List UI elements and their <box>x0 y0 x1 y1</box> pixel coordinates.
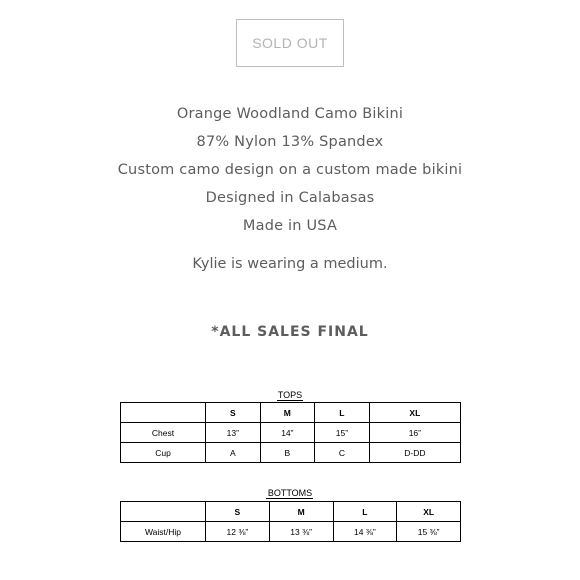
table-cell: 14” <box>260 423 315 443</box>
table-cell: 13” <box>206 423 261 443</box>
size-header: S <box>206 502 270 522</box>
size-header: L <box>333 502 397 522</box>
table-cell: 15 ⅜” <box>397 522 461 542</box>
product-designed-in: Designed in Calabasas <box>205 190 375 206</box>
table-corner-cell <box>121 502 206 522</box>
product-material: 87% Nylon 13% Spandex <box>196 134 384 150</box>
table-cell: 16” <box>369 423 460 443</box>
product-design-note: Custom camo design on a custom made bikini <box>117 162 463 178</box>
tops-size-table <box>120 402 461 463</box>
model-size-note: Kylie is wearing a medium. <box>192 256 388 272</box>
table-cell: C <box>315 443 370 463</box>
size-header: XL <box>397 502 461 522</box>
table-row <box>121 522 461 542</box>
tops-title-text: TOPS <box>277 390 303 400</box>
row-label: Waist/Hip <box>121 522 206 542</box>
size-header: S <box>206 403 261 423</box>
size-header: L <box>315 403 370 423</box>
table-header-row <box>121 403 461 423</box>
table-row <box>121 423 461 443</box>
sold-out-label: SOLD OUT <box>252 35 328 51</box>
size-header: M <box>260 403 315 423</box>
table-cell: 13 ⅜” <box>269 522 333 542</box>
bottoms-size-table <box>120 501 461 542</box>
table-cell: 15” <box>315 423 370 443</box>
bottoms-title-text: BOTTOMS <box>267 488 313 498</box>
size-header: XL <box>369 403 460 423</box>
table-row <box>121 443 461 463</box>
product-made-in: Made in USA <box>242 218 338 234</box>
row-label: Chest <box>121 423 206 443</box>
row-label: Cup <box>121 443 206 463</box>
size-header: M <box>269 502 333 522</box>
sales-final-note: *ALL SALES FINAL <box>211 324 369 340</box>
table-cell: 14 ⅜” <box>333 522 397 542</box>
sold-out-button[interactable] <box>236 19 344 67</box>
table-cell: A <box>206 443 261 463</box>
table-cell: D-DD <box>369 443 460 463</box>
table-cell: 12 ⅜” <box>206 522 270 542</box>
tops-title-underline <box>277 400 303 401</box>
table-header-row <box>121 502 461 522</box>
table-cell: B <box>260 443 315 463</box>
product-description <box>0 100 580 240</box>
bottoms-title-underline <box>266 498 313 499</box>
product-name: Orange Woodland Camo Bikini <box>176 106 404 122</box>
table-corner-cell <box>121 403 206 423</box>
